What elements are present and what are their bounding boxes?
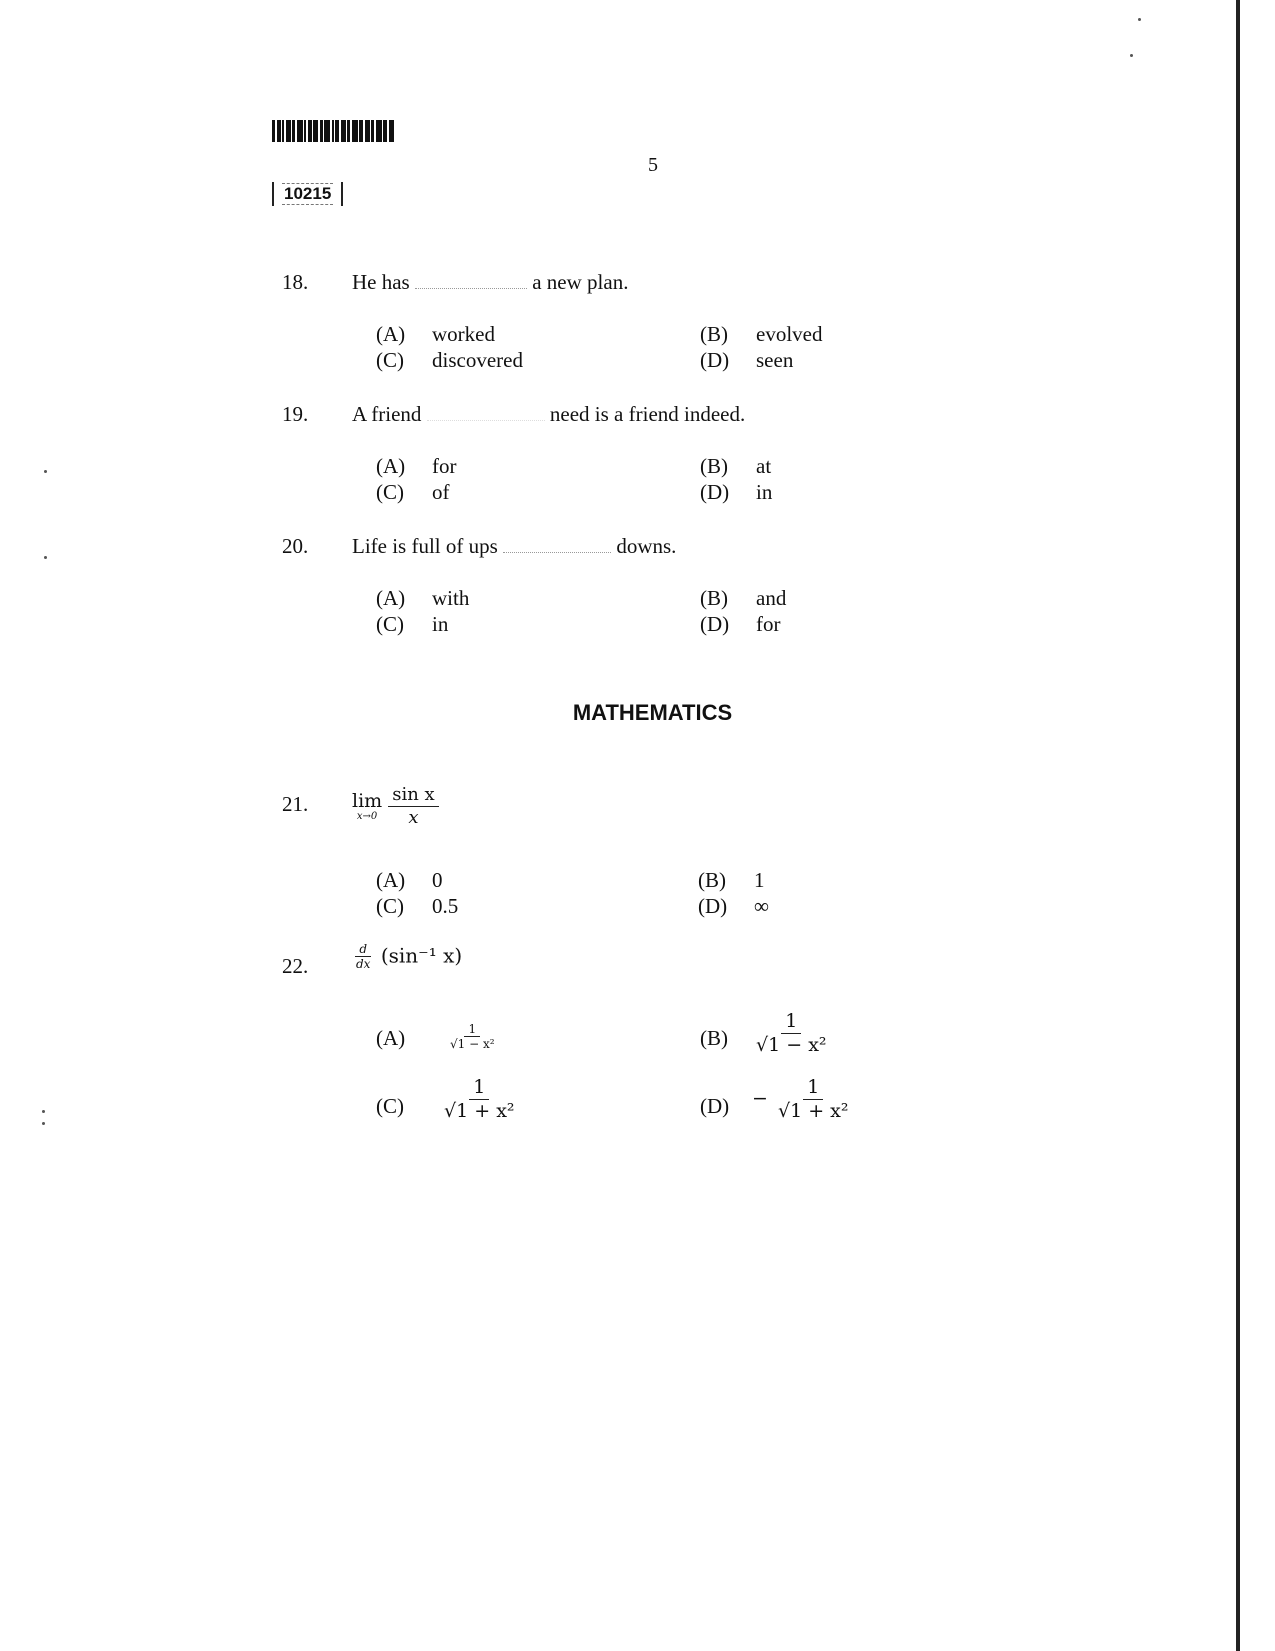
fraction-denominator: x: [408, 806, 419, 828]
option-c-label: (C): [376, 1094, 404, 1118]
question-text: [352, 270, 628, 295]
option-c: (C) discovered: [376, 348, 523, 372]
barcode: [272, 120, 416, 142]
page-number: 5: [648, 154, 658, 176]
option-a: (A) 0: [376, 868, 443, 892]
option-b-value: $\frac{1}{\text{√1 − x²}}$: [756, 1010, 827, 1056]
option-d: (D) for: [700, 612, 781, 636]
answer-blank: [427, 408, 545, 421]
answer-blank: [415, 276, 527, 289]
option-b-label: (B): [700, 1026, 728, 1050]
limit-fraction: [388, 784, 438, 828]
question-number: 21.: [282, 792, 309, 816]
option-d: (D) in: [700, 480, 773, 504]
fraction-numerator: sin x: [388, 784, 438, 807]
section-heading: MATHEMATICS: [572, 700, 733, 725]
limit-operator: lim: [352, 790, 383, 813]
option-d-value: − $\frac{1}{\text{√1 + x²}}$: [752, 1076, 849, 1122]
question-text: [352, 402, 745, 427]
scan-speck: [1138, 18, 1141, 21]
question-number: 20.: [282, 534, 309, 558]
answer-blank: [503, 540, 611, 553]
question-text-before: A friend: [352, 402, 422, 426]
option-a: (A) for: [376, 454, 457, 478]
option-b: (B) and: [700, 586, 787, 610]
limit-expression: [352, 784, 439, 828]
option-d: (D) ∞: [698, 894, 769, 918]
option-c: (C) in: [376, 612, 449, 636]
scan-speck: [44, 556, 47, 559]
option-d: (D) seen: [700, 348, 794, 372]
question-text-after: a new plan.: [532, 270, 629, 294]
scan-speck: [1130, 54, 1133, 57]
question-text-before: Life is full of ups: [352, 534, 498, 558]
option-b: (B) at: [700, 454, 772, 478]
question-text-before: He has: [352, 270, 410, 294]
paper-code-box: [272, 182, 343, 206]
question-number: 22.: [282, 954, 309, 978]
derivative-expression: [352, 942, 462, 972]
option-d-label: (D): [700, 1094, 730, 1118]
option-a-value: $\frac{1}{\text{√1 − x²}}$: [450, 1022, 495, 1052]
scan-speck: [42, 1110, 45, 1113]
scan-speck: [42, 1122, 45, 1125]
derivative-operator: $\frac{d}{dx}$: [356, 942, 371, 972]
option-a: (A) with: [376, 586, 470, 610]
limit-subscript: x→0: [356, 811, 378, 823]
option-c: (C) of: [376, 480, 450, 504]
question-number: 19.: [282, 402, 309, 426]
scan-edge-shadow: [1236, 0, 1240, 1651]
scan-speck: [44, 470, 47, 473]
option-c: (C) 0.5: [376, 894, 459, 918]
option-b: (B) evolved: [700, 322, 823, 346]
paper-code: 10215: [284, 184, 332, 203]
option-b: (B) 1: [698, 868, 765, 892]
question-number: 18.: [282, 270, 309, 294]
question-text-after: downs.: [616, 534, 677, 558]
question-text: [352, 534, 676, 559]
question-text-after: need is a friend indeed.: [549, 402, 746, 426]
option-a-label: (A): [376, 1026, 406, 1050]
option-c-value: $\frac{1}{\text{√1 + x²}}$: [444, 1076, 515, 1122]
option-a: (A) worked: [376, 322, 495, 346]
derivative-argument: (sin⁻¹ x): [380, 943, 463, 968]
